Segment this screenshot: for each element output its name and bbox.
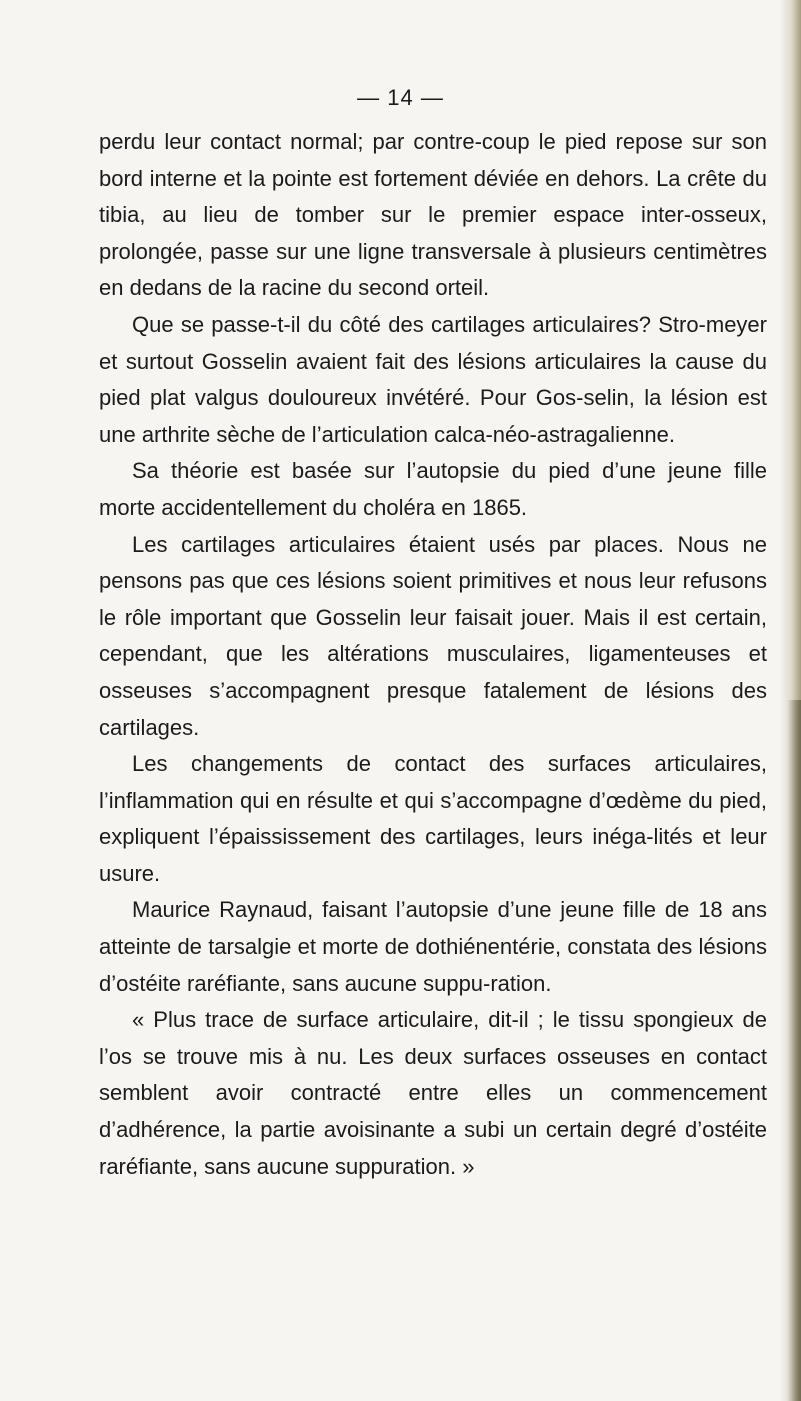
- paragraph-7: « Plus trace de surface articulaire, dit-il ; le tissu spongieux de l’os se trouve mis à nu. Les deux surfaces osseuses en contact semblent avoir contracté entre elles un commencement d’adhérence, la partie avoisinante a subi un certain degré d’ostéite raréfiante, sans aucune suppuration. »: [99, 1007, 767, 1179]
- paragraph-2: Que se passe-t-il du côté des cartilages articulaires? Stro-meyer et surtout Gosselin avaient fait des lésions articulaires la cause du pied plat valgus douloureux invétéré. Pour Gos-selin, la lésion est une arthrite sèche de l’articulation calca-néo-astragalienne.: [99, 311, 767, 447]
- page-number: — 14 —: [357, 85, 444, 110]
- paragraph-5: Les changements de contact des surfaces articulaires, l’inflammation qui en résulte et qui s’accompagne d’œdème du pied, expliquent l’épaississement des cartilages, leurs inéga-lités et leur usure.: [99, 751, 767, 886]
- paragraph-4: Les cartilages articulaires étaient usés par places. Nous ne pensons pas que ces lésions soient primitives et nous leur refusons le rôle important que Gosselin leur faisait jouer. Mais il est certain, cependant, que les altérations musculaires, ligamenteuses et osseuses s’accompagnent presque fatalement de lésions des cartilages.: [99, 531, 767, 740]
- paragraph-1: perdu leur contact normal; par contre-coup le pied repose sur son bord interne et la pointe est fortement déviée en dehors. La crête du tibia, au lieu de tomber sur le premier espace inter-osseux, prolongée, passe sur une ligne transversale à plusieurs centimètres en dedans de la racine du second orteil.: [99, 129, 767, 301]
- body-text: [99, 124, 767, 1185]
- paragraph-6: Maurice Raynaud, faisant l’autopsie d’une jeune fille de 18 ans atteinte de tarsalgie et morte de dothiénentérie, constata des lésions d’ostéite raréfiante, sans aucune suppu-ration.: [99, 897, 767, 996]
- page-edge-shadow-lower: [787, 700, 801, 1401]
- paragraph-3: Sa théorie est basée sur l’autopsie du pied d’une jeune fille morte accidentellement du choléra en 1865.: [99, 458, 767, 520]
